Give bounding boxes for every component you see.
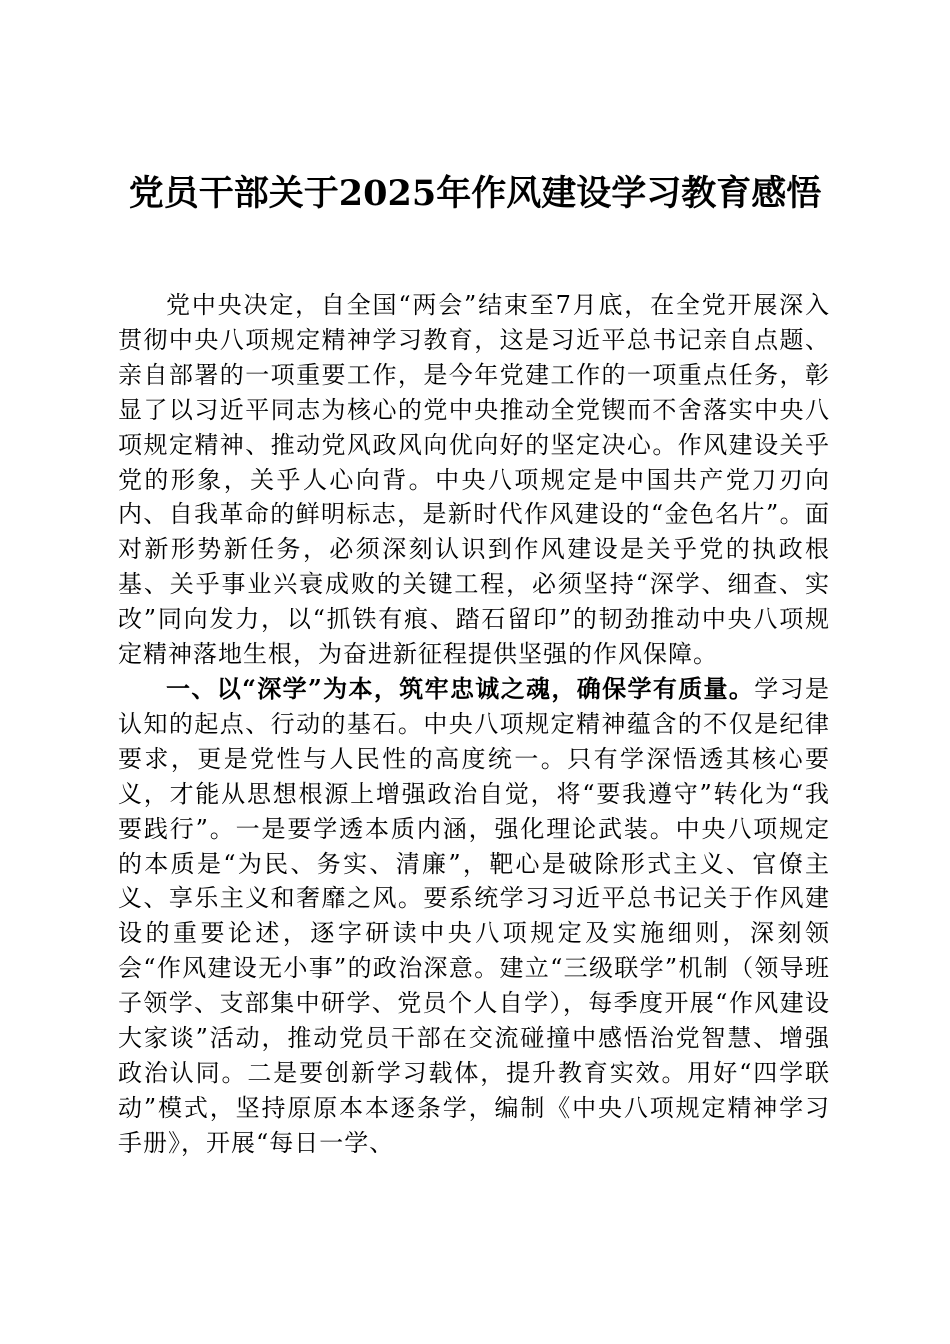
paragraph-intro-text: 党中央决定，自全国“两会”结束至7月底，在全党开展深入贯彻中央八项规定精神学习教育，这是习近平总书记亲自点题、亲自部署的一项重要工作，是今年党建工作的一项重点任务，彰显了以习近平同志为核心的党中央推动全党锲而不舍落实中央八项规定精神、推动党风政风向优向好的坚定决心。作风建设关乎党的形象，关乎人心向背。中央八项规定是中国共产党刀刃向内、自我革命的鲜明标志，是新时代作风建设的“金色名片”。面对新形势新任务，必须深刻认识到作风建设是关乎党的执政根基、关乎事业兴衰成败的关键工程，必须坚持“深学、细查、实改”同向发力，以“抓铁有痕、踏石留印”的韧劲推动中央八项规定精神落地生根，为奋进新征程提供坚强的作风保障。 xyxy=(118,291,830,669)
document-title: 党员干部关于2025年作风建设学习教育感悟 xyxy=(128,173,822,214)
section-one-text: 学习是认知的起点、行动的基石。中央八项规定精神蕴含的不仅是纪律要求，更是党性与人民性的高度统一。只有学深悟透其核心要义，才能从思想根源上增强政治自觉，将“要我遵守”转化为“我要践行”。一是要学透本质内涵，强化理论武装。中央八项规定的本质是“为民、务实、清廉”，靶心是破除形式主义、官僚主义、享乐主义和奢靡之风。要系统学习习近平总书记关于作风建设的重要论述，逐字研读中央八项规定及实施细则，深刻领会“作风建设无小事”的政治深意。建立“三级联学”机制（领导班子领学、支部集中研学、党员个人自学），每季度开展“作风建设大家谈”活动，推动党员干部在交流碰撞中感悟治党智慧、增强政治认同。二是要创新学习载体，提升教育实效。用好“四学联动”模式，坚持原原本本逐条学，编制《中央八项规定精神学习手册》，开展“每日一学、 xyxy=(118,674,831,1157)
paragraph-section-one xyxy=(118,672,830,1161)
paragraph-intro xyxy=(118,288,830,672)
section-one-heading: 一、以“深学”为本，筑牢忠诚之魂，确保学有质量。 xyxy=(166,673,755,703)
document-body xyxy=(118,288,830,1161)
